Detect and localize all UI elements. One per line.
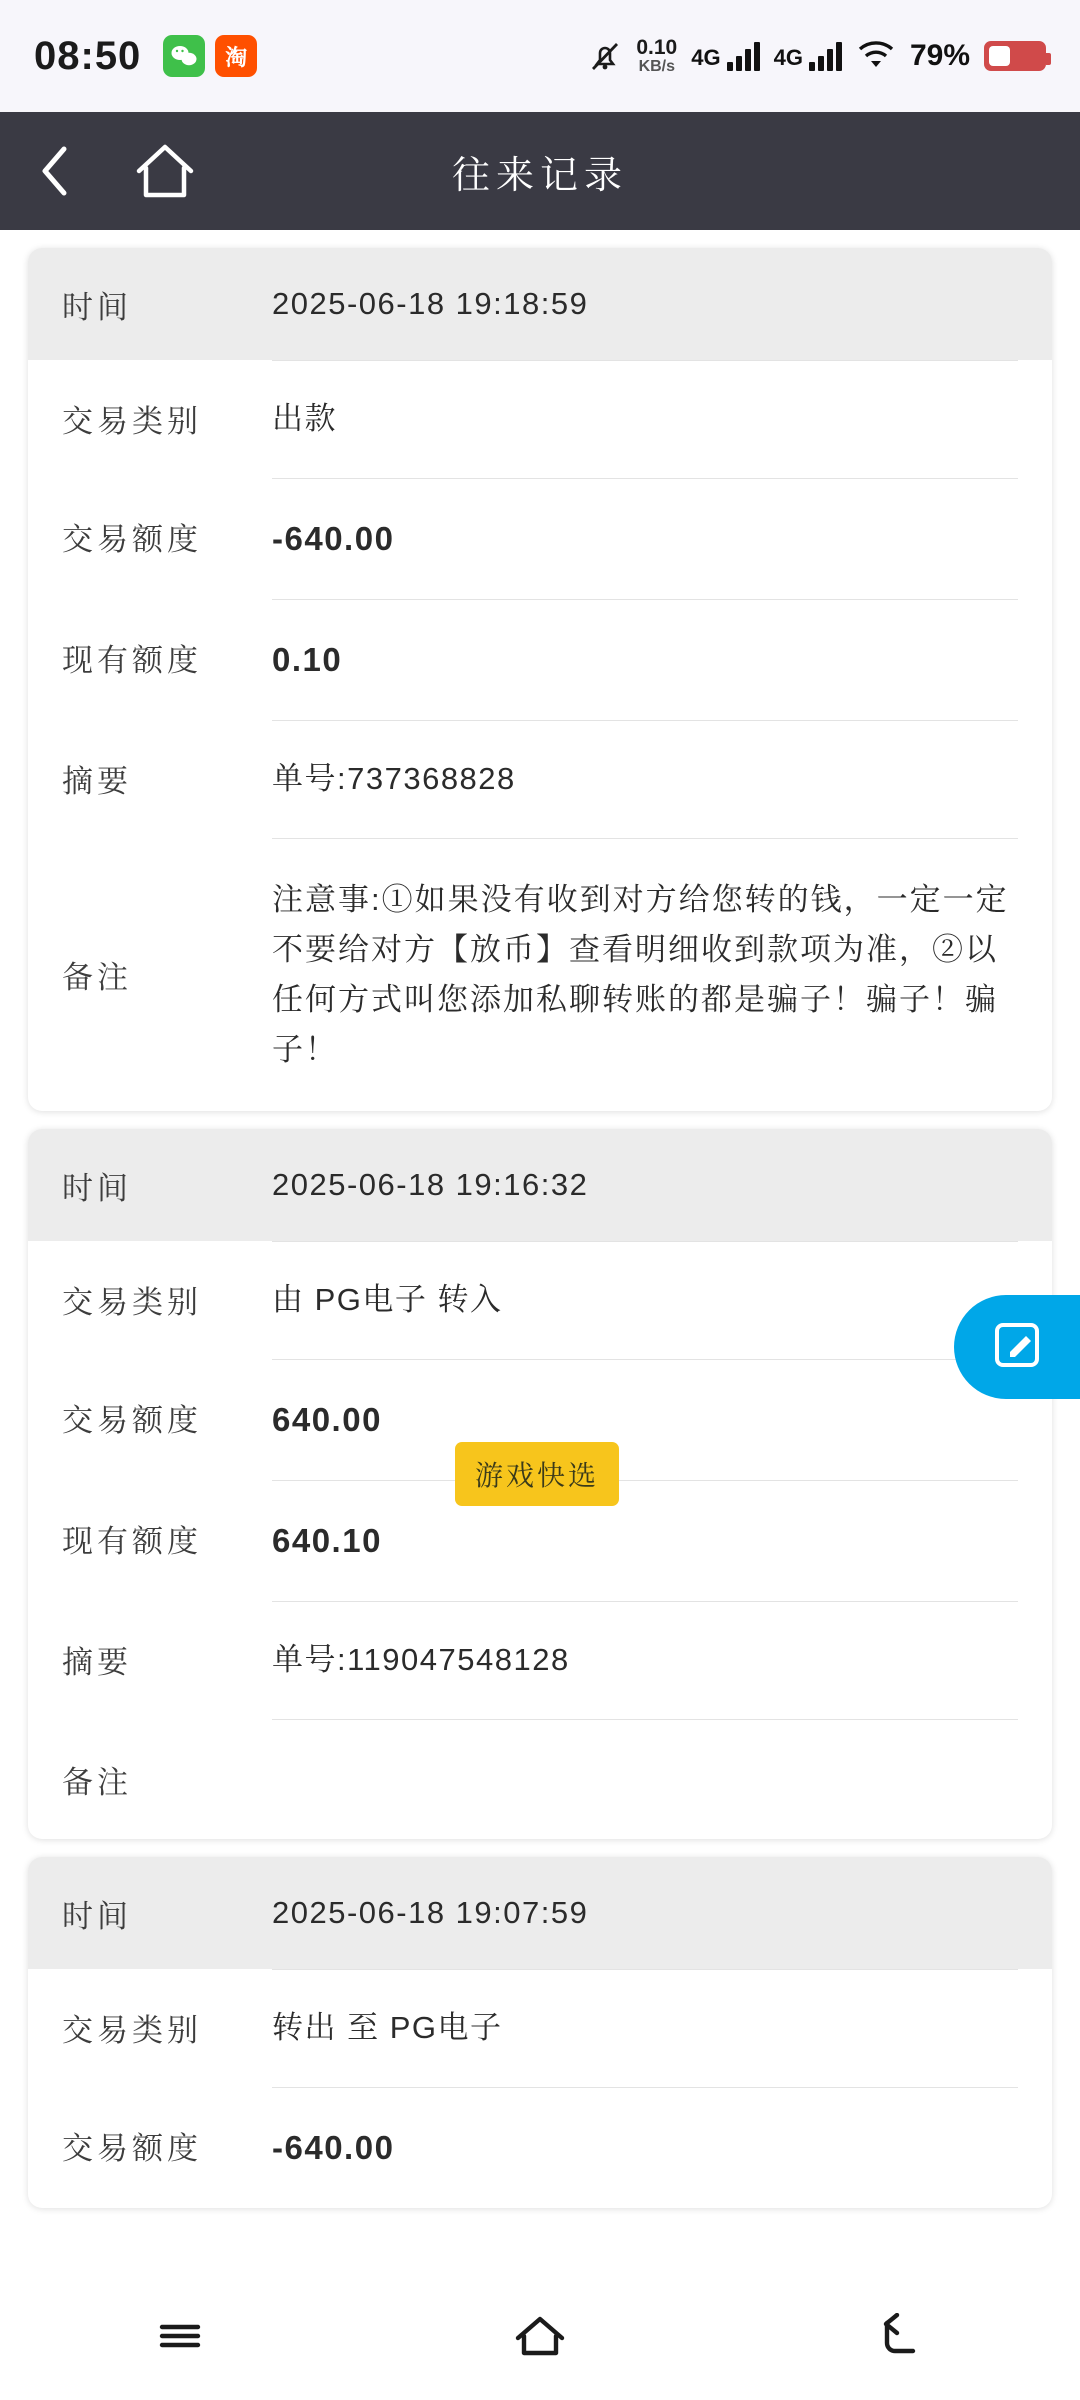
table-row-type — [28, 360, 1052, 478]
status-bar — [0, 0, 1080, 112]
table-row-remark — [28, 1719, 1052, 1839]
records-list[interactable] — [0, 230, 1080, 2400]
row-label: 时间 — [62, 289, 132, 325]
row-label: 备注 — [62, 960, 132, 995]
row-value: 由 PG电子 转入 — [272, 1241, 1018, 1359]
row-label: 交易额度 — [62, 521, 202, 557]
row-value — [272, 1719, 1018, 1792]
system-navigation-bar — [0, 2272, 1080, 2400]
nav-recents-button[interactable] — [110, 2286, 250, 2386]
app-header — [0, 112, 1080, 230]
table-row-summary — [28, 1601, 1052, 1719]
nav-back-button[interactable] — [830, 2286, 970, 2386]
table-row-remark — [28, 838, 1052, 1112]
notifications-muted-icon — [588, 37, 622, 75]
game-quick-select-chip[interactable]: 游戏快选 — [455, 1442, 619, 1506]
table-row-time — [28, 1129, 1052, 1241]
row-value: 出款 — [272, 360, 1018, 478]
row-label: 时间 — [62, 1170, 132, 1206]
status-bar-app-icons — [163, 35, 257, 77]
row-value: 0.10 — [272, 599, 1018, 720]
row-label: 交易额度 — [62, 1403, 202, 1439]
row-value: 640.00 — [272, 1359, 1018, 1480]
signal-bars-icon — [809, 41, 842, 71]
row-value: 转出 至 PG电子 — [272, 1969, 1018, 2087]
battery-icon — [984, 41, 1046, 71]
row-value: 2025-06-18 19:18:59 — [272, 285, 589, 321]
row-label: 时间 — [62, 1898, 132, 1934]
record-card — [28, 1857, 1052, 2208]
nav-home-button[interactable] — [470, 2286, 610, 2386]
row-value: -640.00 — [272, 2087, 1018, 2208]
page-title: 往来记录 — [451, 154, 628, 197]
status-bar-indicators — [588, 37, 1046, 76]
row-value: 单号:737368828 — [272, 720, 1018, 838]
row-label: 交易类别 — [62, 2013, 202, 2048]
row-value: -640.00 — [272, 478, 1018, 599]
table-row-type — [28, 1241, 1052, 1359]
signal-sim2: 4G — [774, 41, 842, 71]
battery-percent: 79% — [909, 39, 970, 72]
row-label: 摘要 — [62, 1645, 132, 1681]
table-row-time — [28, 1857, 1052, 1969]
row-value: 单号:119047548128 — [272, 1601, 1018, 1719]
signal-bars-icon — [727, 41, 760, 71]
table-row-summary — [28, 720, 1052, 838]
table-row-amount — [28, 2087, 1052, 2208]
row-label: 摘要 — [62, 763, 132, 799]
edit-note-icon — [988, 1316, 1046, 1379]
row-label: 交易类别 — [62, 404, 202, 439]
status-bar-clock: 08:50 — [34, 33, 142, 78]
network-speed: 0.10 KB/s — [636, 35, 678, 75]
table-row-time — [28, 248, 1052, 360]
row-value: 640.10 — [272, 1480, 1018, 1601]
row-label: 现有额度 — [62, 1524, 202, 1560]
wechat-icon — [163, 35, 205, 77]
row-value: 2025-06-18 19:16:32 — [272, 1166, 589, 1202]
signal-sim1: 4G — [691, 41, 759, 71]
home-button[interactable] — [110, 112, 220, 230]
table-row-type — [28, 1969, 1052, 2087]
back-button[interactable] — [0, 112, 110, 230]
wifi-icon — [856, 38, 896, 75]
row-value: 2025-06-18 19:07:59 — [272, 1894, 589, 1930]
row-label: 备注 — [62, 1764, 132, 1800]
table-row-balance — [28, 599, 1052, 720]
record-card — [28, 248, 1052, 1111]
taobao-icon: 淘 — [215, 35, 257, 77]
row-label: 交易类别 — [62, 1285, 202, 1321]
row-label: 交易额度 — [62, 2130, 202, 2166]
row-value: 注意事:①如果没有收到对方给您转的钱，一定一定不要给对方【放币】查看明细收到款项为准，②以任何方式叫您添加私聊转账的都是骗子！骗子！骗子！ — [272, 838, 1018, 1112]
edit-fab-button[interactable] — [954, 1295, 1080, 1399]
table-row-amount — [28, 478, 1052, 599]
row-label: 现有额度 — [62, 642, 202, 678]
